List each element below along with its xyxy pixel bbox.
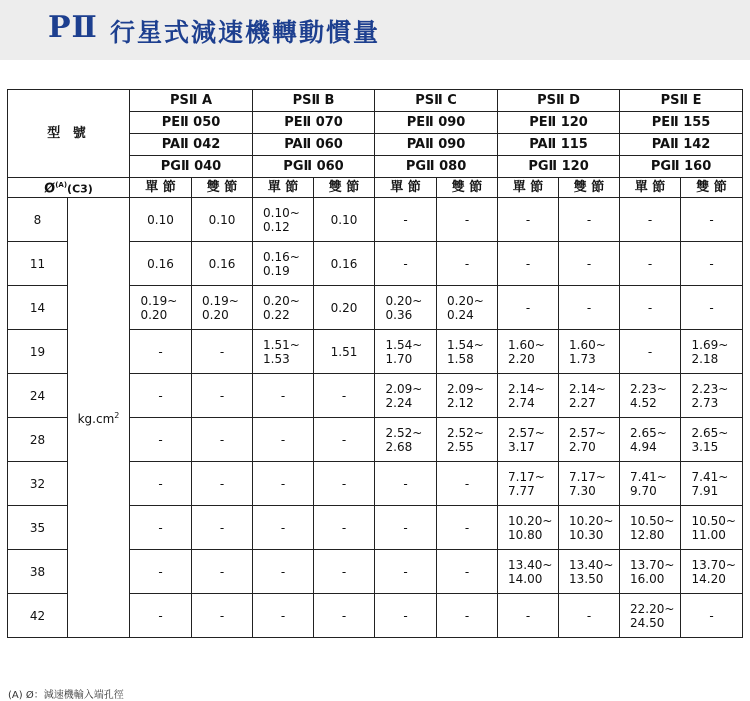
diameter-suffix: (C3) <box>67 182 93 196</box>
inertia-value: 22.20~ 24.50 <box>630 601 675 630</box>
inertia-value: - <box>464 520 470 535</box>
model-name: PEⅡ 070 <box>253 112 375 134</box>
inertia-value-cell <box>681 462 743 506</box>
inertia-value: - <box>158 520 163 535</box>
inertia-value-cell <box>192 242 253 286</box>
model-name: PSⅡ A <box>130 90 253 112</box>
inertia-value: 7.41~ 7.91 <box>691 469 729 498</box>
inertia-value: 2.57~ 3.17 <box>508 425 545 454</box>
inertia-value-cell <box>498 594 559 638</box>
inertia-value: - <box>586 256 592 271</box>
inertia-value: - <box>464 256 470 271</box>
inertia-value: - <box>647 256 653 271</box>
double-stage-header: 雙 節 <box>681 178 743 198</box>
inertia-value-cell <box>681 286 743 330</box>
inertia-value: 0.20~ 0.24 <box>447 293 484 322</box>
inertia-value-cell <box>253 198 314 242</box>
footnote: (A) Ø：減速機輸入端孔徑 <box>8 690 124 701</box>
inertia-table <box>7 89 743 638</box>
model-name: PGⅡ 040 <box>130 156 253 178</box>
inertia-value: 0.19~ 0.20 <box>202 293 239 322</box>
model-name: PEⅡ 090 <box>375 112 498 134</box>
inertia-value-cell <box>375 418 437 462</box>
model-name: PAⅡ 115 <box>498 134 620 156</box>
inertia-value-cell <box>498 418 559 462</box>
inertia-value-cell <box>130 418 192 462</box>
inertia-value: 2.57~ 2.70 <box>569 425 606 454</box>
inertia-value-cell <box>253 242 314 286</box>
inertia-value-cell <box>314 550 375 594</box>
inertia-value: - <box>647 300 653 315</box>
inertia-value: 2.23~ 2.73 <box>691 381 729 410</box>
inertia-value: 0.16 <box>330 256 358 271</box>
diameter-cell: 19 <box>8 330 68 374</box>
diameter-cell: 38 <box>8 550 68 594</box>
inertia-value-cell <box>130 198 192 242</box>
inertia-value-cell <box>437 594 498 638</box>
diameter-label <box>8 178 130 198</box>
unit-sup: 2 <box>114 411 120 420</box>
model-name: PAⅡ 090 <box>375 134 498 156</box>
inertia-value: 10.50~ 11.00 <box>691 513 736 542</box>
inertia-value: - <box>464 212 470 227</box>
inertia-value-cell <box>559 330 620 374</box>
inertia-value: 10.20~ 10.80 <box>508 513 553 542</box>
inertia-value-cell <box>375 198 437 242</box>
diameter-symbol: Ø <box>44 181 56 197</box>
inertia-value-cell <box>559 550 620 594</box>
inertia-value: - <box>586 300 592 315</box>
series-code: PⅡ <box>48 10 98 45</box>
inertia-value-cell <box>620 418 681 462</box>
inertia-value-cell <box>253 462 314 506</box>
inertia-value: 7.17~ 7.30 <box>569 469 606 498</box>
inertia-value: 1.51 <box>330 344 358 359</box>
inertia-value-cell <box>130 462 192 506</box>
diameter-cell: 32 <box>8 462 68 506</box>
inertia-value: - <box>403 520 408 535</box>
inertia-value-cell <box>681 550 743 594</box>
model-name: PSⅡ B <box>253 90 375 112</box>
inertia-value-cell <box>314 462 375 506</box>
inertia-value-cell <box>437 550 498 594</box>
inertia-value-cell <box>437 418 498 462</box>
inertia-value: - <box>403 476 408 491</box>
inertia-value: 1.60~ 2.20 <box>508 337 545 366</box>
inertia-value-cell <box>192 330 253 374</box>
inertia-value: - <box>525 212 531 227</box>
model-name: PGⅡ 060 <box>253 156 375 178</box>
inertia-value-cell <box>681 198 743 242</box>
inertia-value: - <box>709 256 714 271</box>
model-name: PAⅡ 060 <box>253 134 375 156</box>
inertia-value-cell <box>559 286 620 330</box>
inertia-value: - <box>280 564 286 579</box>
inertia-value-cell <box>253 330 314 374</box>
inertia-value-cell <box>681 374 743 418</box>
inertia-value-cell <box>192 374 253 418</box>
inertia-value: 1.54~ 1.58 <box>447 337 484 366</box>
inertia-value-cell <box>314 418 375 462</box>
inertia-value-cell <box>375 242 437 286</box>
inertia-value: - <box>341 564 347 579</box>
diameter-cell: 11 <box>8 242 68 286</box>
inertia-value: 0.16~ 0.19 <box>263 249 300 278</box>
inertia-value-cell <box>681 418 743 462</box>
inertia-table-wrapper <box>7 89 743 638</box>
inertia-value-cell <box>375 330 437 374</box>
page-header <box>0 0 750 60</box>
double-stage-header: 雙 節 <box>437 178 498 198</box>
model-name: PEⅡ 120 <box>498 112 620 134</box>
inertia-value-cell <box>375 462 437 506</box>
inertia-value: - <box>341 476 347 491</box>
inertia-value-cell <box>620 330 681 374</box>
inertia-value-cell <box>620 374 681 418</box>
single-stage-header: 單 節 <box>375 178 437 198</box>
model-name: PGⅡ 160 <box>620 156 743 178</box>
inertia-value: - <box>158 608 163 623</box>
inertia-value: - <box>341 608 347 623</box>
inertia-value-cell <box>192 506 253 550</box>
inertia-value: - <box>403 256 408 271</box>
inertia-value: - <box>709 212 714 227</box>
inertia-value: - <box>586 608 592 623</box>
inertia-value: 0.10 <box>147 212 174 227</box>
page-title: 行星式減速機轉動慣量 <box>110 18 381 47</box>
inertia-value-cell <box>192 550 253 594</box>
inertia-value: - <box>280 432 286 447</box>
inertia-value-cell <box>375 506 437 550</box>
model-name: PSⅡ E <box>620 90 743 112</box>
table-row <box>8 198 743 242</box>
inertia-value-cell <box>498 374 559 418</box>
inertia-value: - <box>403 212 408 227</box>
inertia-value: 2.09~ 2.24 <box>385 381 423 410</box>
inertia-value-cell <box>192 462 253 506</box>
inertia-value: - <box>464 608 470 623</box>
diameter-cell: 8 <box>8 198 68 242</box>
inertia-value-cell <box>192 594 253 638</box>
inertia-value-cell <box>681 242 743 286</box>
inertia-value: - <box>219 344 225 359</box>
diameter-cell: 28 <box>8 418 68 462</box>
model-name: PSⅡ D <box>498 90 620 112</box>
inertia-value-cell <box>314 374 375 418</box>
inertia-value: 0.10 <box>208 212 236 227</box>
inertia-value-cell <box>681 330 743 374</box>
inertia-value: 2.52~ 2.68 <box>385 425 423 454</box>
inertia-value-cell <box>620 198 681 242</box>
inertia-value-cell <box>253 506 314 550</box>
model-name: PEⅡ 050 <box>130 112 253 134</box>
inertia-value-cell <box>681 594 743 638</box>
inertia-value: - <box>403 608 408 623</box>
inertia-value: 13.40~ 14.00 <box>508 557 553 586</box>
inertia-value-cell <box>559 594 620 638</box>
inertia-value-cell <box>559 418 620 462</box>
inertia-value: 1.51~ 1.53 <box>263 337 300 366</box>
model-name: PGⅡ 080 <box>375 156 498 178</box>
inertia-value: - <box>464 564 470 579</box>
inertia-value: 2.52~ 2.55 <box>447 425 484 454</box>
single-stage-header: 單 節 <box>620 178 681 198</box>
diameter-cell: 42 <box>8 594 68 638</box>
inertia-value-cell <box>314 286 375 330</box>
inertia-value-cell <box>620 286 681 330</box>
inertia-value-cell <box>498 506 559 550</box>
inertia-value-cell <box>253 374 314 418</box>
inertia-value: 2.14~ 2.74 <box>508 381 545 410</box>
inertia-value-cell <box>130 506 192 550</box>
inertia-value: 2.09~ 2.12 <box>447 381 484 410</box>
inertia-value-cell <box>498 286 559 330</box>
single-stage-header: 單 節 <box>253 178 314 198</box>
diameter-cell: 24 <box>8 374 68 418</box>
inertia-value: - <box>219 476 225 491</box>
inertia-value: 10.50~ 12.80 <box>630 513 675 542</box>
inertia-value: - <box>647 344 653 359</box>
inertia-value-cell <box>253 594 314 638</box>
model-name: PGⅡ 120 <box>498 156 620 178</box>
inertia-value: 0.10~ 0.12 <box>263 205 300 234</box>
inertia-value-cell <box>253 418 314 462</box>
inertia-value-cell <box>498 462 559 506</box>
single-stage-header: 單 節 <box>130 178 192 198</box>
inertia-value-cell <box>559 506 620 550</box>
inertia-value: - <box>280 520 286 535</box>
inertia-value: 1.60~ 1.73 <box>569 337 606 366</box>
inertia-value-cell <box>559 462 620 506</box>
diameter-cell: 35 <box>8 506 68 550</box>
inertia-value-cell <box>130 286 192 330</box>
table-body <box>8 198 743 638</box>
table-header <box>8 90 743 198</box>
inertia-value: - <box>464 476 470 491</box>
inertia-value-cell <box>253 550 314 594</box>
inertia-value: 0.10 <box>330 212 358 227</box>
inertia-value: - <box>158 476 163 491</box>
inertia-value-cell <box>253 286 314 330</box>
double-stage-header: 雙 節 <box>314 178 375 198</box>
inertia-value-cell <box>130 594 192 638</box>
inertia-value: 2.65~ 3.15 <box>691 425 729 454</box>
inertia-value-cell <box>559 374 620 418</box>
double-stage-header: 雙 節 <box>192 178 253 198</box>
inertia-value: 13.70~ 14.20 <box>691 557 736 586</box>
inertia-value: - <box>158 564 163 579</box>
inertia-value-cell <box>620 462 681 506</box>
inertia-value: 10.20~ 10.30 <box>569 513 614 542</box>
inertia-value: 0.16 <box>208 256 236 271</box>
inertia-value-cell <box>192 198 253 242</box>
inertia-value-cell <box>130 242 192 286</box>
inertia-value: 13.40~ 13.50 <box>569 557 614 586</box>
inertia-value: 7.41~ 9.70 <box>630 469 667 498</box>
inertia-value: - <box>525 608 531 623</box>
inertia-value-cell <box>192 286 253 330</box>
inertia-value: - <box>341 388 347 403</box>
inertia-value: 2.14~ 2.27 <box>569 381 606 410</box>
inertia-value: - <box>219 564 225 579</box>
inertia-value: - <box>219 520 225 535</box>
inertia-value-cell <box>130 330 192 374</box>
diameter-sup: (A) <box>55 181 68 190</box>
inertia-value: - <box>525 256 531 271</box>
inertia-value-cell <box>681 506 743 550</box>
inertia-value: 0.19~ 0.20 <box>140 293 178 322</box>
inertia-value: - <box>158 344 163 359</box>
inertia-value-cell <box>375 286 437 330</box>
inertia-value-cell <box>437 506 498 550</box>
inertia-value-cell <box>559 198 620 242</box>
inertia-value: 0.20~ 0.36 <box>385 293 423 322</box>
model-header-row <box>8 90 743 112</box>
inertia-value: 0.20 <box>330 300 358 315</box>
inertia-value-cell <box>314 198 375 242</box>
inertia-value: - <box>525 300 531 315</box>
inertia-value: - <box>341 520 347 535</box>
inertia-value-cell <box>498 198 559 242</box>
inertia-value: - <box>403 564 408 579</box>
inertia-value-cell <box>620 506 681 550</box>
inertia-value: - <box>280 388 286 403</box>
model-name: PEⅡ 155 <box>620 112 743 134</box>
inertia-value: - <box>158 388 163 403</box>
model-name: PAⅡ 042 <box>130 134 253 156</box>
inertia-value: 7.17~ 7.77 <box>508 469 545 498</box>
inertia-value: - <box>158 432 163 447</box>
single-stage-header: 單 節 <box>498 178 559 198</box>
inertia-value-cell <box>130 374 192 418</box>
inertia-value-cell <box>437 198 498 242</box>
inertia-value-cell <box>375 374 437 418</box>
inertia-value-cell <box>437 374 498 418</box>
inertia-value-cell <box>498 242 559 286</box>
stage-header-row <box>8 178 743 198</box>
inertia-value-cell <box>559 242 620 286</box>
inertia-value-cell <box>620 550 681 594</box>
inertia-value-cell <box>314 506 375 550</box>
inertia-value: - <box>219 432 225 447</box>
model-label: 型 號 <box>8 90 130 178</box>
inertia-value-cell <box>437 462 498 506</box>
inertia-value: - <box>709 300 714 315</box>
inertia-value: 2.65~ 4.94 <box>630 425 667 454</box>
inertia-value-cell <box>498 550 559 594</box>
inertia-value: - <box>219 388 225 403</box>
inertia-value-cell <box>375 594 437 638</box>
inertia-value: 2.23~ 4.52 <box>630 381 667 410</box>
inertia-value: - <box>219 608 225 623</box>
inertia-value-cell <box>437 242 498 286</box>
inertia-value-cell <box>130 550 192 594</box>
inertia-value: 13.70~ 16.00 <box>630 557 675 586</box>
inertia-value: - <box>709 608 714 623</box>
inertia-value-cell <box>375 550 437 594</box>
inertia-value-cell <box>314 242 375 286</box>
unit-text: kg.cm <box>77 412 115 426</box>
inertia-value-cell <box>437 330 498 374</box>
double-stage-header: 雙 節 <box>559 178 620 198</box>
inertia-value-cell <box>192 418 253 462</box>
inertia-value-cell <box>620 594 681 638</box>
model-name: PAⅡ 142 <box>620 134 743 156</box>
inertia-value: 0.20~ 0.22 <box>263 293 300 322</box>
inertia-value: - <box>341 432 347 447</box>
inertia-value-cell <box>498 330 559 374</box>
inertia-value-cell <box>620 242 681 286</box>
inertia-value: - <box>647 212 653 227</box>
inertia-value: 1.69~ 2.18 <box>691 337 729 366</box>
inertia-value-cell <box>314 330 375 374</box>
inertia-value: 1.54~ 1.70 <box>385 337 423 366</box>
inertia-value: - <box>280 476 286 491</box>
inertia-value-cell <box>314 594 375 638</box>
diameter-cell: 14 <box>8 286 68 330</box>
inertia-value: - <box>586 212 592 227</box>
inertia-value-cell <box>437 286 498 330</box>
model-name: PSⅡ C <box>375 90 498 112</box>
inertia-value: - <box>280 608 286 623</box>
unit-cell <box>68 198 130 638</box>
inertia-value: 0.16 <box>147 256 174 271</box>
